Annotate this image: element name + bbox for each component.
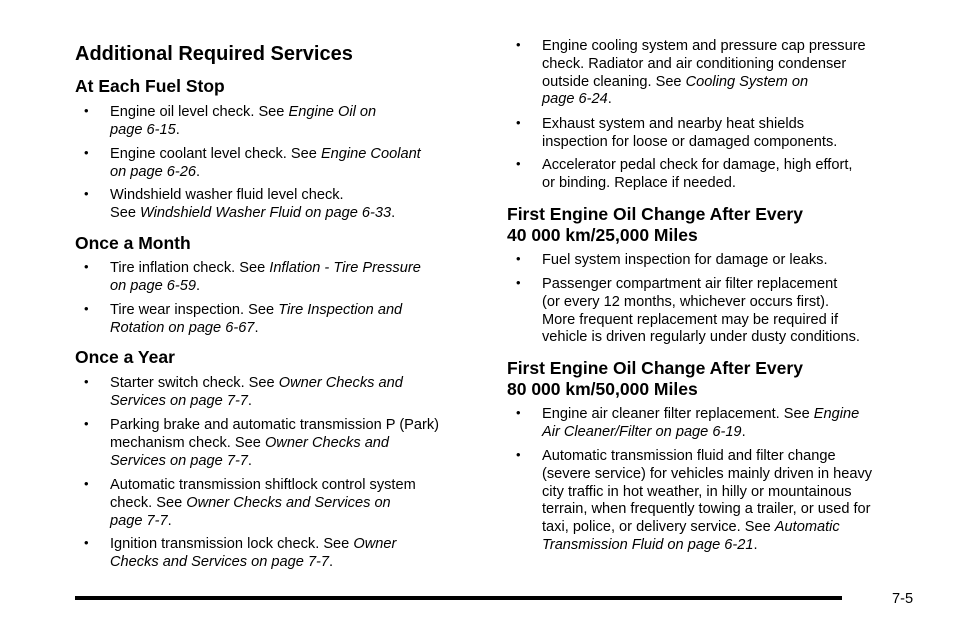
item-text: Fuel system inspection for damage or leaks. bbox=[542, 252, 828, 268]
item-text: See bbox=[110, 204, 141, 221]
page-reference: Owner bbox=[353, 536, 397, 552]
item-text: . bbox=[196, 277, 201, 294]
item-text: city traffic in hot weather, in hilly or mountainous bbox=[542, 483, 852, 500]
item-text: . bbox=[391, 204, 396, 221]
item-text: taxi, police, or delivery service. See bbox=[542, 519, 775, 536]
list-item bbox=[110, 477, 416, 530]
list-item bbox=[110, 260, 421, 296]
page-reference: Tire Inspection and bbox=[278, 302, 403, 318]
item-text: . bbox=[247, 392, 252, 409]
list-item bbox=[110, 375, 403, 411]
item-text: (or every 12 months, whichever occurs first). bbox=[542, 293, 830, 310]
section-heading-once-a-month: Once a Month bbox=[75, 233, 191, 253]
list-item bbox=[542, 38, 866, 109]
page-reference: Engine Coolant bbox=[320, 146, 421, 162]
item-text: terrain, when frequently towing a trailer, or used for bbox=[542, 501, 871, 518]
item-text: . bbox=[254, 319, 259, 336]
item-text: Parking brake and automatic transmission P (Park) bbox=[110, 417, 440, 433]
item-text: Automatic transmission fluid and filter change bbox=[542, 448, 836, 464]
page-reference: on page 6-26 bbox=[110, 163, 197, 180]
list-item bbox=[110, 187, 395, 223]
list-item bbox=[110, 146, 421, 182]
item-text: Passenger compartment air filter replacement bbox=[542, 276, 838, 292]
item-text: Accelerator pedal check for damage, high effort, bbox=[542, 157, 853, 173]
page-number: 7-5 bbox=[892, 591, 914, 607]
page-reference: Owner Checks and Services on bbox=[186, 494, 391, 511]
item-text: vehicle is driven regularly under dusty conditions. bbox=[542, 329, 860, 346]
item-text: or binding. Replace if needed. bbox=[542, 174, 736, 191]
item-text: . bbox=[753, 536, 758, 553]
item-text: Engine cooling system and pressure cap pressure bbox=[542, 38, 866, 54]
page-reference: Services on page 7-7 bbox=[110, 392, 248, 409]
item-text: . bbox=[175, 121, 180, 138]
list-item bbox=[542, 448, 872, 555]
page-reference: Services on page 7-7 bbox=[110, 452, 248, 469]
item-text: outside cleaning. See bbox=[542, 73, 686, 90]
heading-line: First Engine Oil Change After Every bbox=[507, 204, 803, 224]
page-reference: Checks and Services on page 7-7 bbox=[110, 553, 330, 570]
page-reference: Transmission Fluid on page 6-21 bbox=[542, 536, 754, 553]
list-item bbox=[110, 536, 396, 572]
section-heading-once-a-year: Once a Year bbox=[75, 347, 175, 367]
list-item bbox=[110, 417, 439, 470]
item-text: . bbox=[607, 91, 612, 108]
heading-line: First Engine Oil Change After Every bbox=[507, 358, 803, 378]
page-reference: Owner Checks and bbox=[278, 375, 403, 391]
item-text: Engine air cleaner filter replacement. See bbox=[542, 406, 814, 422]
item-text: Engine oil level check. See bbox=[110, 104, 289, 120]
page-reference: page 7-7 bbox=[110, 512, 168, 529]
item-text: check. Radiator and air conditioning condenser bbox=[542, 55, 847, 72]
page-reference: page 6-15 bbox=[110, 121, 176, 138]
footer-rule bbox=[75, 596, 842, 600]
list-item bbox=[542, 406, 859, 442]
item-text: . bbox=[247, 452, 252, 469]
list-item bbox=[542, 276, 860, 347]
list-item bbox=[110, 302, 402, 338]
item-text: check. See bbox=[110, 494, 187, 511]
item-text: Ignition transmission lock check. See bbox=[110, 536, 354, 552]
section-heading-80000 bbox=[507, 358, 803, 400]
item-text: . bbox=[329, 553, 334, 570]
item-text: . bbox=[167, 512, 172, 529]
list-item bbox=[110, 104, 376, 140]
page-reference: on page 6-59 bbox=[110, 277, 197, 294]
section-heading-fuel-stop: At Each Fuel Stop bbox=[75, 76, 225, 96]
page-reference: Air Cleaner/Filter on page 6-19 bbox=[542, 423, 742, 440]
item-text: . bbox=[741, 423, 746, 440]
item-text: . bbox=[196, 163, 201, 180]
item-text: Windshield washer fluid level check. bbox=[110, 187, 344, 203]
page-reference: Windshield Washer Fluid on page 6-33 bbox=[140, 204, 392, 221]
section-heading-40000 bbox=[507, 204, 803, 246]
item-text: (severe service) for vehicles mainly driven in heavy bbox=[542, 465, 873, 482]
item-text: Engine coolant level check. See bbox=[110, 146, 321, 162]
item-text: mechanism check. See bbox=[110, 434, 265, 451]
item-text: Automatic transmission shiftlock control system bbox=[110, 477, 416, 493]
page-reference: Owner Checks and bbox=[264, 434, 390, 451]
item-text: Tire wear inspection. See bbox=[110, 302, 279, 318]
heading-line: 80 000 km/50,000 Miles bbox=[507, 379, 698, 399]
page-reference: Automatic bbox=[774, 519, 840, 536]
item-text: Starter switch check. See bbox=[110, 375, 279, 391]
list-item bbox=[542, 157, 852, 193]
page-title: Additional Required Services bbox=[75, 43, 353, 65]
item-text: Tire inflation check. See bbox=[110, 260, 270, 276]
item-text: More frequent replacement may be required if bbox=[542, 311, 839, 328]
page-reference: Engine bbox=[813, 406, 860, 422]
list-item bbox=[542, 252, 828, 270]
page-reference: Inflation - Tire Pressure bbox=[269, 260, 421, 276]
list-item bbox=[542, 116, 837, 152]
item-text: inspection for loose or damaged components. bbox=[542, 133, 838, 150]
page-reference: page 6-24 bbox=[542, 91, 608, 108]
page-reference: Cooling System on bbox=[685, 73, 809, 90]
page-reference: Rotation on page 6-67 bbox=[110, 319, 255, 336]
page-reference: Engine Oil on bbox=[288, 104, 377, 120]
item-text: Exhaust system and nearby heat shields bbox=[542, 116, 805, 132]
heading-line: 40 000 km/25,000 Miles bbox=[507, 225, 698, 245]
